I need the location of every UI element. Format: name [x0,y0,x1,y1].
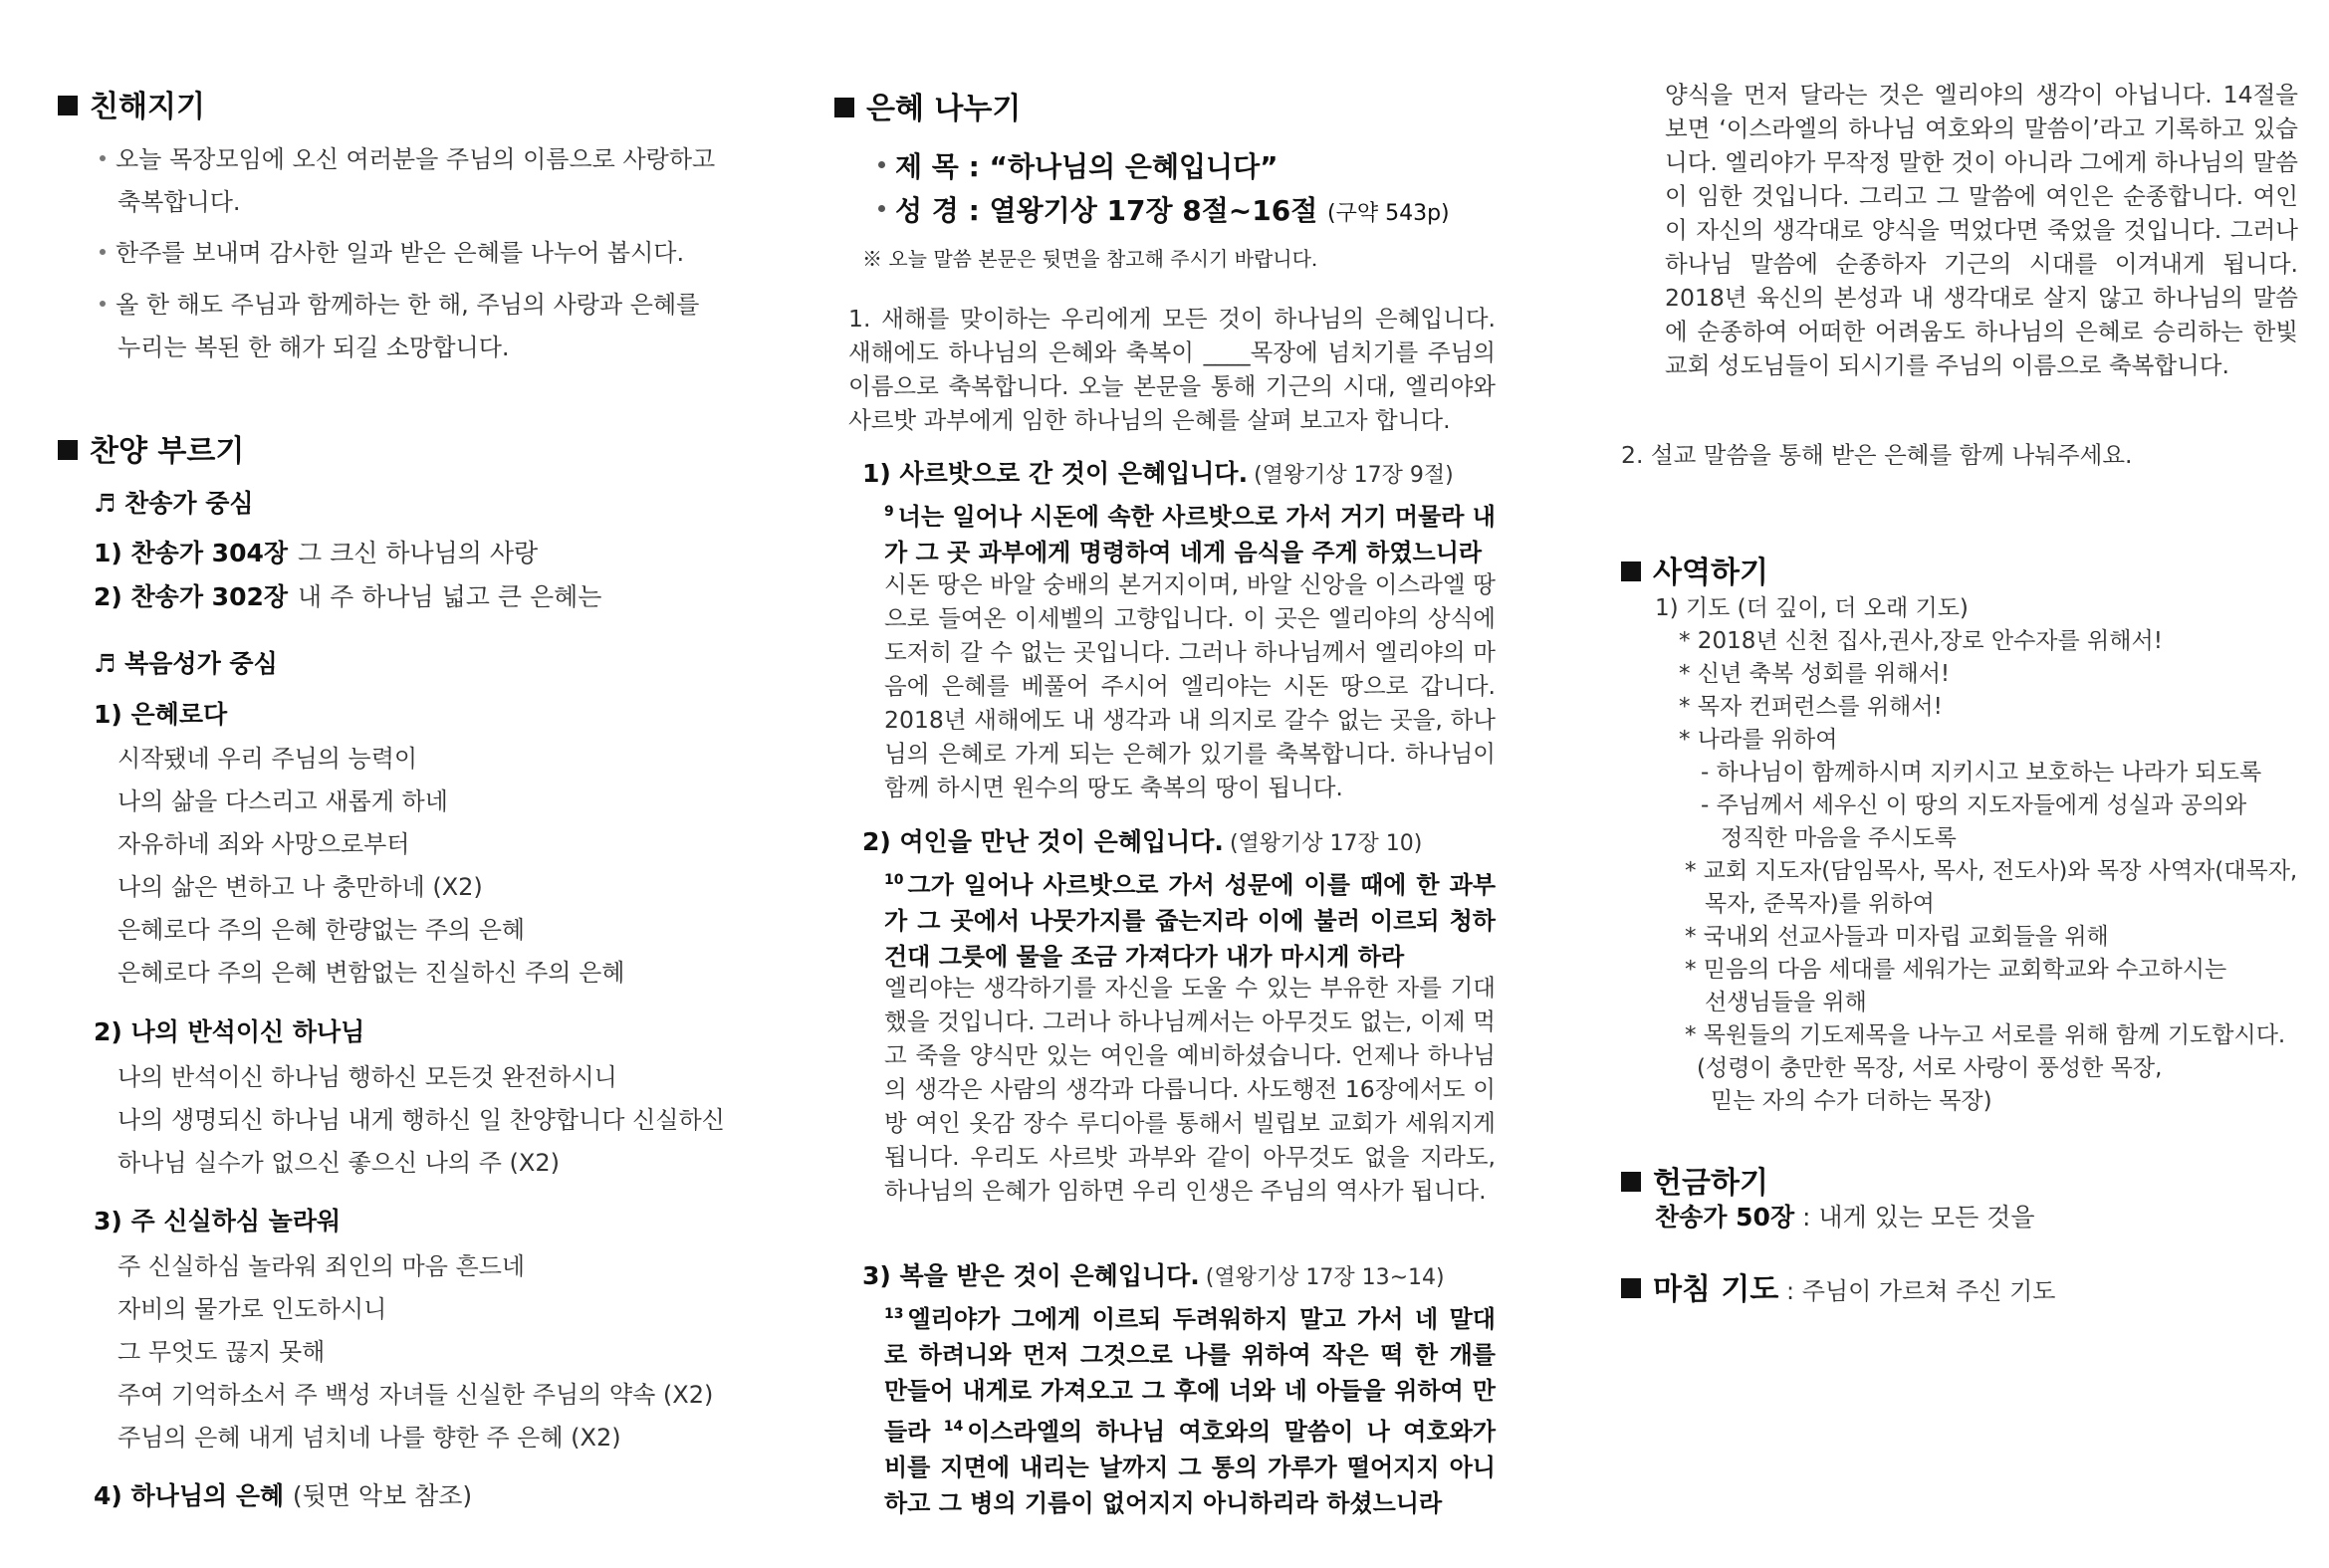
prayer-line: - 하나님이 함께하시며 지키시고 보호하는 나라가 되도록 [1701,760,2262,785]
lyric-line: 은혜로다 주의 은혜 변함없는 진실하신 주의 은혜 [117,959,625,987]
verse-text: 그가 일어나 사르밧으로 가서 성문에 이를 때에 한 과부가 그 곳에서 나뭇가지를 줍는지라 이에 불러 이르되 청하건대 그릇에 물을 조금 가져다가 내가 마시게 하라 [884,871,1496,971]
lyric-line: 주 신실하심 놀라워 죄인의 마음 흔드네 [117,1252,526,1280]
section-closing-title [1621,1264,2055,1308]
greeting-text: 오늘 목장모임에 오신 여러분을 주님의 이름으로 사랑하고 [116,145,716,173]
greeting-text: 누리는 복된 한 해가 되길 소망합니다. [117,334,510,361]
section-title-text: 친해지기 [90,90,205,124]
prayer-line: * 국내외 선교사들과 미자립 교회들을 위해 [1685,924,2109,950]
dot-bullet-icon [878,161,885,168]
lyric-line: 주여 기억하소서 주 백성 자녀들 신실한 주님의 약속 (X2) [117,1381,714,1409]
prayer-line: 정직한 마음을 주시도록 [1721,825,1957,851]
dot-bullet-icon [100,155,106,161]
hymn-item [94,577,601,613]
dot-bullet-icon [100,301,106,307]
point-ref: (열왕기상 17장 9절) [1254,463,1454,488]
gospel-category-head: ♬ 복음성가 중심 [94,649,278,678]
point-heading [862,454,1454,490]
greeting-item-cont [117,328,510,362]
scripture-page: (구약 543p) [1327,201,1450,226]
point-body: 엘리야는 생각하기를 자신을 도울 수 있는 부유한 자를 기대했을 것입니다. 그러나 하나님께서는 아무것도 없는, 이제 먹고 죽을 양식만 있는 여인을 예비하셨습니다. 언제나 하나님의 생각은 사람의 생각과 다릅니다. 사도행전 16장에서도 이방 여인 옷감 장수 루디아를 통해서 빌립보 교회가 세워지게 됩니다. 우리도 사르밧 과부와 같이 아무것도 없을 지라도, 하나님의 은혜가 임하면 우리 인생은 주님의 역사가 됩니다. [884,974,1496,1205]
greeting-item-cont [117,182,241,217]
continued-paragraph: 양식을 먼저 달라는 것은 엘리야의 생각이 아닙니다. 14절을 보면 ‘이스라엘의 하나님 여호와의 말씀이’라고 기록하고 있습니다. 엘리야가 무작정 말한 것이 아니라 그에게 하나님의 말씀이 임한 것입니다. 그리고 그 말씀에 여인은 순종합니다. 여인이 자신의 생각대로 양식을 먹었다면 죽었을 것입니다. 그러나 하나님 말씀에 순종하자 기근의 시대를 이겨내게 됩니다. 2018년 육신의 본성과 내 생각대로 살지 않고 하나님의 말씀에 순종하여 어떠한 어려움도 하나님의 은혜로 승리하는 한빛교회 성도님들이 되시기를 주님의 이름으로 축복합니다. [1665,81,2298,379]
sermon-subject [878,145,1279,185]
prayer-line: 믿는 자의 수가 더하는 목장) [1711,1088,1992,1114]
sermon-scripture [878,189,1450,229]
section-greeting-title [58,82,205,125]
square-bullet-icon [58,440,78,460]
song-title: 3) 주 신실하심 놀라워 [94,1207,342,1235]
square-bullet-icon [1621,1278,1641,1298]
hymn-number: 2) 찬송가 302장 [94,582,289,611]
hymn-number: 1) 찬송가 304장 [94,539,289,567]
section-title-text: 찬양 부르기 [90,434,245,469]
hymn-number: 찬송가 50장 [1655,1203,1795,1232]
bible-verse [884,494,1496,570]
hymn-category-head: ♬ 찬송가 중심 [94,489,254,518]
song-note: (뒷면 악보 참조) [292,1481,473,1510]
hymn-title: : 내게 있는 모든 것을 [1794,1203,2035,1232]
section-sharing-title [834,84,1021,127]
prayer-line: - 주님께서 세우신 이 땅의 지도자들에게 성실과 공의와 [1701,792,2247,818]
greeting-item [100,139,715,174]
offering-hymn [1655,1198,2034,1233]
section-title-text: 헌금하기 [1653,1166,1768,1201]
song-title: 1) 은혜로다 [94,700,228,729]
subject-text: “하나님의 은혜입니다” [989,150,1279,183]
lyric-line: 하나님 실수가 없으신 좋으신 나의 주 (X2) [117,1149,560,1177]
lyric-line: 자유하네 죄와 사망으로부터 [117,830,410,858]
section-title-text: 사역하기 [1653,556,1768,590]
prayer-line: * 목자 컨퍼런스를 위해서! [1679,694,1943,720]
section-title-text: 은혜 나누기 [866,92,1022,126]
point-body: 시돈 땅은 바알 숭배의 본거지이며, 바알 신앙을 이스라엘 땅으로 들여온 이세벨의 고향입니다. 이 곳은 엘리야의 상식에 도저히 갈 수 없는 곳입니다. 그러나 하나님께서 엘리야의 마음에 은혜를 베풀어 주시어 엘리야는 시돈 땅으로 갑니다. 2018년 새해에도 내 생각과 내 의지로 갈수 없는 곳을, 하나님의 은혜로 가게 되는 은혜가 있기를 축복합니다. 하나님이 함께 하시면 원수의 땅도 축복의 땅이 됩니다. [884,570,1496,801]
subject-label: 제 목 : [895,150,980,183]
greeting-item [100,233,684,268]
scripture-label: 성 경 : [895,194,980,227]
greeting-text: 축복합니다. [117,188,241,216]
square-bullet-icon [834,98,854,117]
lyric-line: 나의 반석이신 하나님 행하신 모든것 완전하시니 [117,1063,617,1091]
lyric-line: 자비의 물가로 인도하시니 [117,1295,387,1323]
song-title: 2) 나의 반석이신 하나님 [94,1017,365,1046]
square-bullet-icon [1621,1172,1641,1192]
greeting-item [100,285,699,320]
scripture-text: 열왕기상 17장 8절~16절 [989,194,1318,227]
prayer-line: (성령이 충만한 목장, 서로 사랑이 풍성한 목장, [1697,1055,2163,1081]
prayer-line: 목자, 준목자)를 위하여 [1705,891,1935,917]
dot-bullet-icon [878,205,885,212]
section-praise-title [58,426,244,470]
point-title: 1) 사르밧으로 간 것이 은혜입니다. [862,459,1249,488]
intro-paragraph: 1. 새해를 맞이하는 우리에게 모든 것이 하나님의 은혜입니다. 새해에도 하나님의 은혜와 축복이 ____목장에 넘치기를 주님의 이름으로 축복합니다. 오늘 본문을 통해 기근의 시대, 엘리야와 사르밧 과부에게 임한 하나님의 은혜를 살펴 보고자 합니다. [848,305,1496,434]
lyric-line: 그 무엇도 끊지 못해 [117,1338,326,1366]
prayer-line: * 신년 축복 성회를 위해서! [1679,661,1951,687]
share-prompt: 2. 설교 말씀을 통해 받은 은혜를 함께 나눠주세요. [1621,441,2133,469]
bible-verse [884,1296,1496,1521]
section-offering-title [1621,1158,1768,1202]
lyric-line: 은혜로다 주의 은혜 한량없는 주의 은혜 [117,916,526,944]
prayer-line: 1) 기도 (더 깊이, 더 오래 기도) [1655,595,1969,621]
lyric-line: 나의 삶은 변하고 나 충만하네 (X2) [117,873,483,901]
verse-number: 14 [943,1419,964,1435]
square-bullet-icon [1621,561,1641,581]
song-title-text: 4) 하나님의 은혜 [94,1481,285,1510]
verse-number: 10 [884,872,904,888]
section-ministry-title [1621,548,1768,591]
prayer-line: 선생님들을 위해 [1705,990,1867,1015]
hymn-title: 내 주 하나님 넓고 큰 은혜는 [298,582,602,611]
verse-text: 엘리야가 그에게 이르되 두려워하지 말고 가서 네 말대로 하려니와 먼저 그것으로 나를 위하여 작은 떡 한 개를 만들어 내게로 가져오고 그 후에 너와 네 아들을 위하여 만들라 [884,1305,1496,1446]
point-title: 2) 여인을 만난 것이 은혜입니다. [862,827,1224,856]
hymn-item [94,534,538,569]
lyric-line: 시작됐네 우리 주님의 능력이 [117,745,418,773]
prayer-line: * 나라를 위하여 [1679,727,1838,753]
prayer-line: * 믿음의 다음 세대를 세워가는 교회학교와 수고하시는 [1685,957,2227,983]
point-ref: (열왕기상 17장 13~14) [1205,1265,1445,1290]
sermon-note: ※ 오늘 말씀 본문은 뒷면을 참고해 주시기 바랍니다. [862,247,1318,271]
song-title-last [94,1476,472,1512]
prayer-line: * 목원들의 기도제목을 나누고 서로를 위해 함께 기도합시다. [1685,1022,2286,1048]
verse-text: 너는 일어나 시돈에 속한 사르밧으로 가서 거기 머물라 내가 그 곳 과부에게 명령하여 네게 음식을 주게 하였느니라 [884,503,1496,566]
square-bullet-icon [58,96,78,115]
prayer-line: * 교회 지도자(담임목사, 목사, 전도사)와 목장 사역자(대목자, [1685,858,2298,884]
point-heading [862,822,1422,858]
point-heading [862,1256,1445,1292]
hymn-title: 그 크신 하나님의 사랑 [298,539,539,567]
prayer-line: * 2018년 신천 집사,권사,장로 안수자를 위해서! [1679,628,2163,654]
dot-bullet-icon [100,249,106,255]
greeting-text: 올 한 해도 주님과 함께하는 한 해, 주님의 사랑과 은혜를 [116,291,700,319]
verse-number: 9 [884,504,894,520]
point-title: 3) 복을 받은 것이 은혜입니다. [862,1261,1200,1290]
bible-verse [884,862,1496,975]
verse-text: 이스라엘의 하나님 여호와의 말씀이 나 여호와가 비를 지면에 내리는 날까지 그 통의 가루가 떨어지지 아니하고 그 병의 기름이 없어지지 아니하리라 하셨느니라 [884,1418,1496,1517]
lyric-line: 나의 삶을 다스리고 새롭게 하네 [117,787,448,815]
section-title-text: 마침 기도 [1653,1272,1779,1307]
lyric-line: 주님의 은혜 내게 넘치네 나를 향한 주 은혜 (X2) [117,1424,621,1452]
closing-text: : 주님이 가르쳐 주신 기도 [1778,1277,2056,1305]
lyric-line: 나의 생명되신 하나님 내게 행하신 일 찬양합니다 신실하신 [117,1106,725,1134]
greeting-text: 한주를 보내며 감사한 일과 받은 은혜를 나누어 봅시다. [116,239,685,267]
point-ref: (열왕기상 17장 10) [1229,831,1423,856]
verse-number: 13 [884,1306,904,1322]
